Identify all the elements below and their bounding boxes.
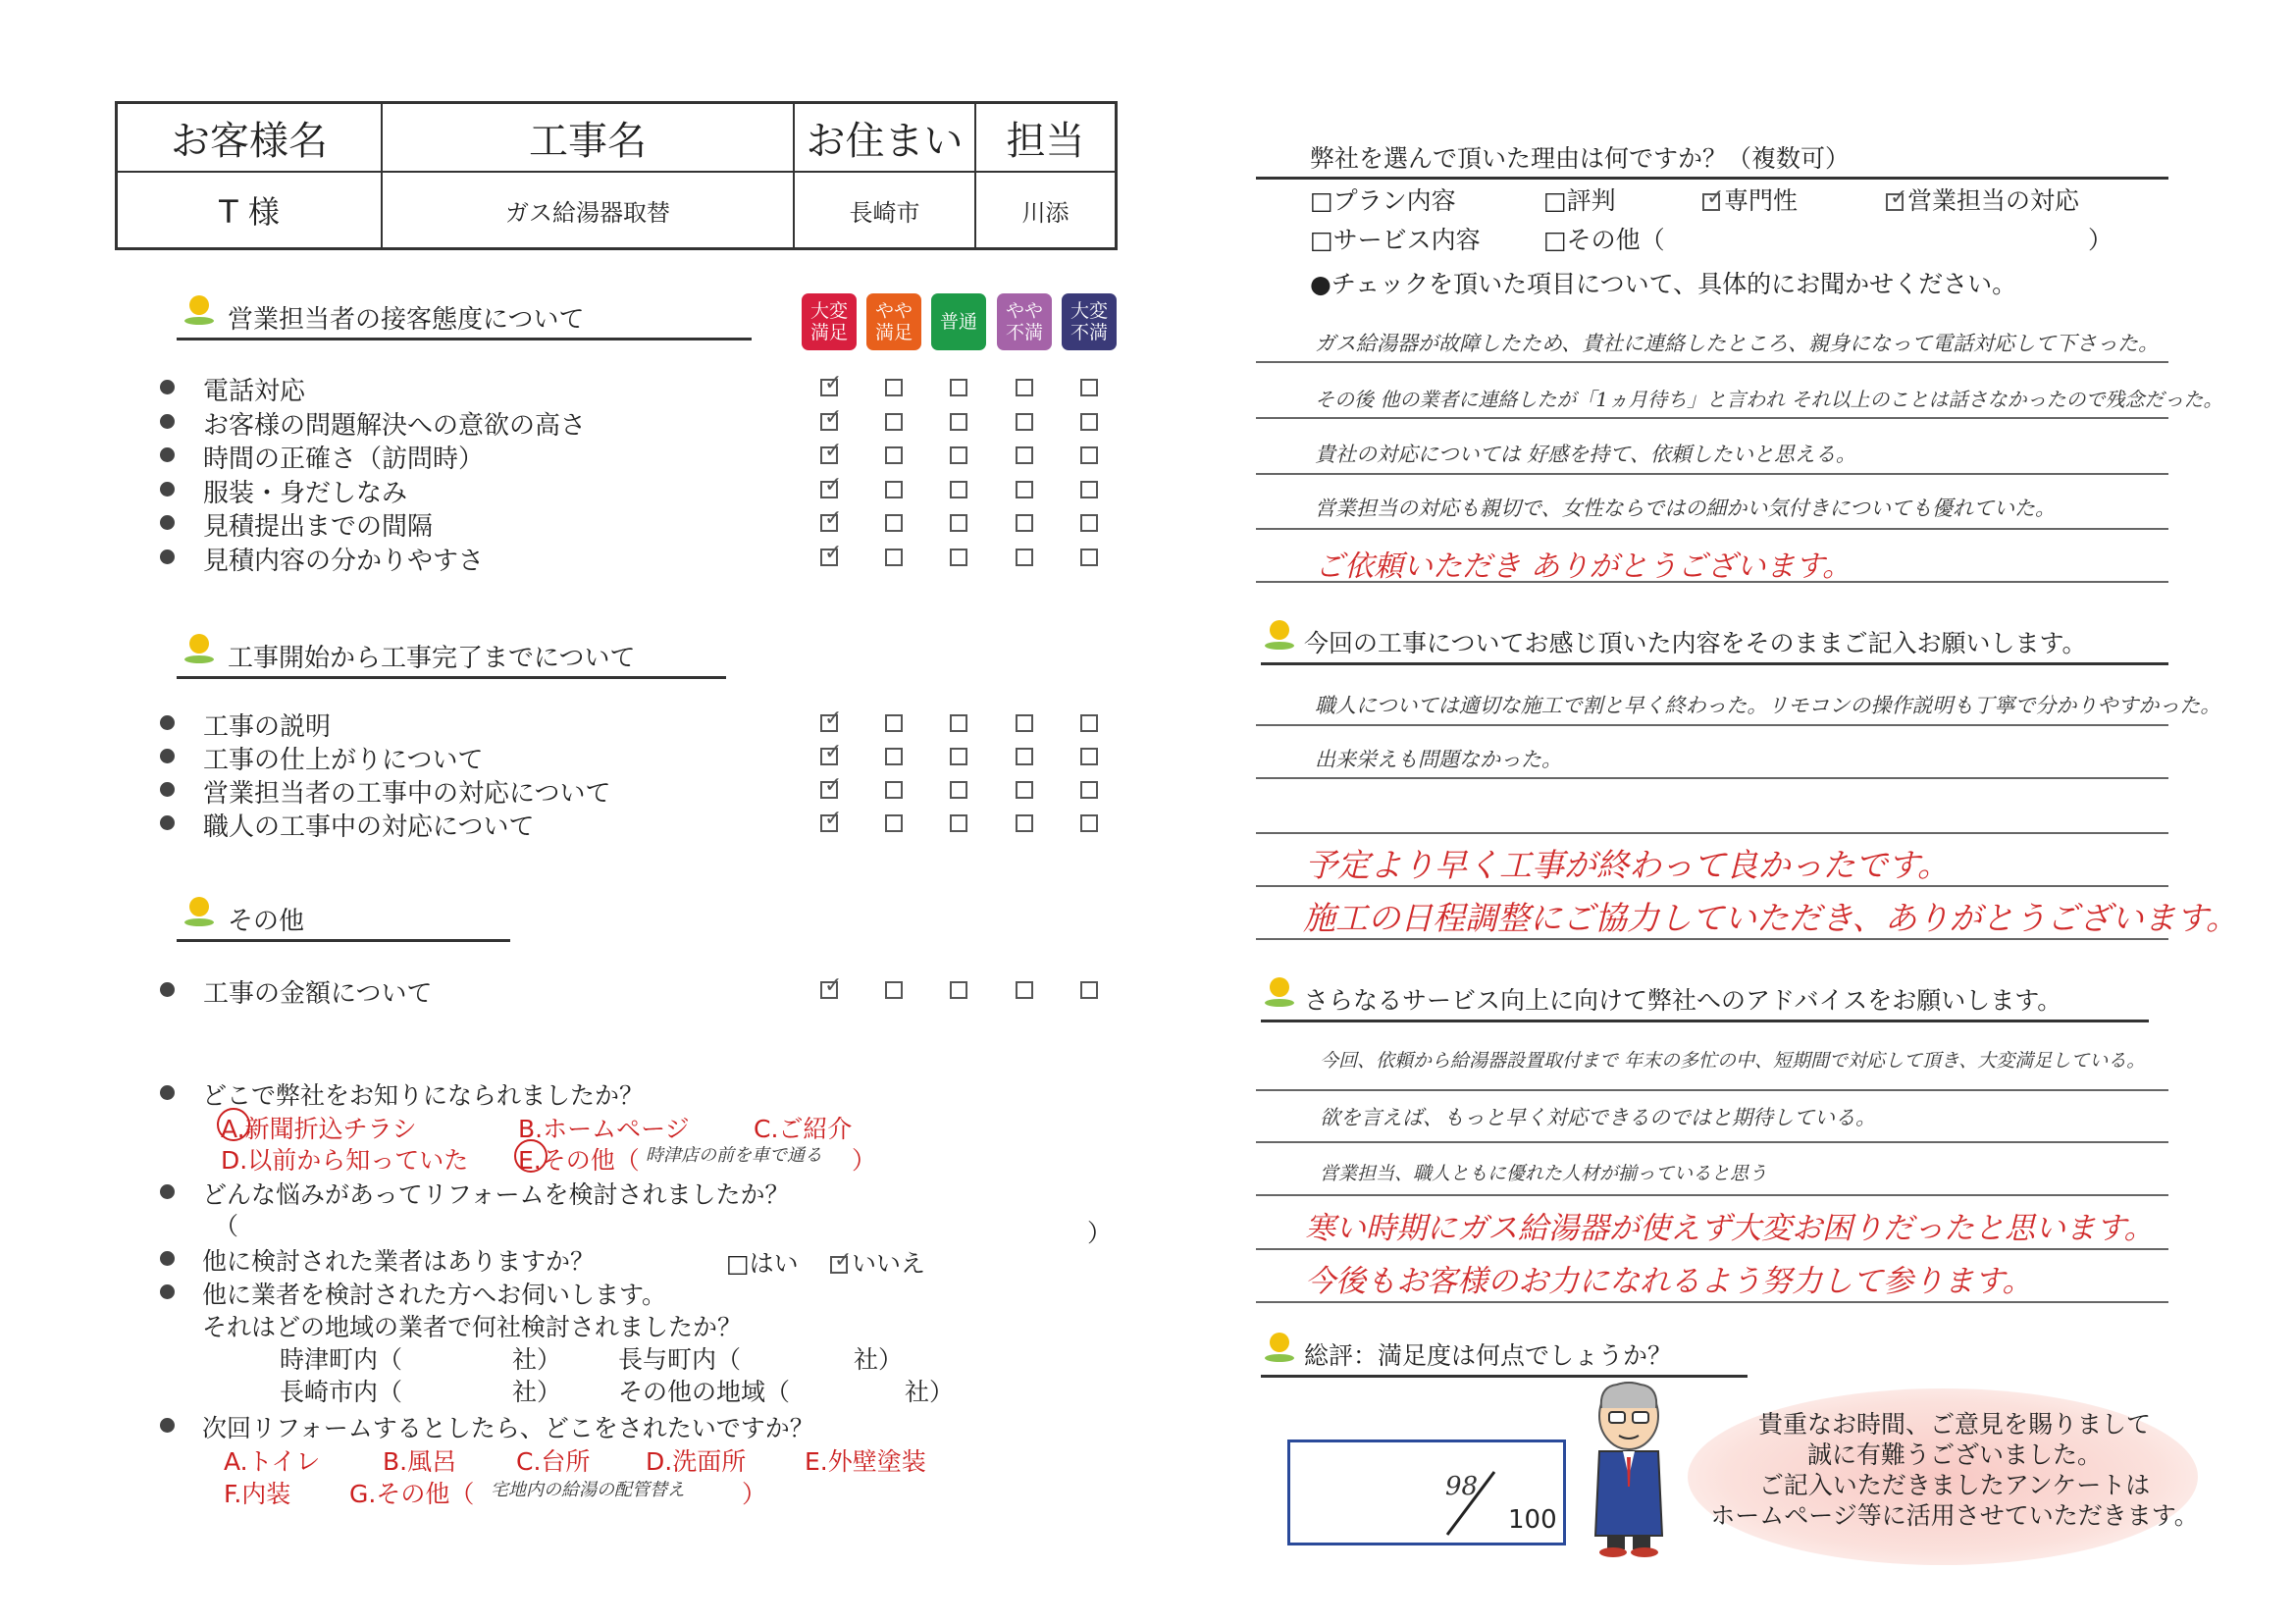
reform-other: G.その他（ — [349, 1480, 475, 1508]
rating-checkbox[interactable] — [1080, 379, 1098, 396]
reform-interior: F.内装 — [224, 1480, 291, 1508]
rating-checkbox[interactable] — [885, 379, 903, 396]
rating-row-label: 工事の仕上がりについて — [203, 746, 484, 775]
bullet — [160, 782, 175, 797]
header-staff-label: 担当 — [976, 104, 1115, 173]
check-mark-icon: ✓ — [824, 472, 843, 497]
rating-checkbox[interactable] — [950, 714, 967, 732]
section-title: 営業担当者の接客態度について — [228, 305, 585, 335]
rating-checkbox[interactable] — [820, 707, 843, 732]
detail-prompt: ●チェックを頂いた項目について、具体的にお聞かせください。 — [1310, 270, 2017, 298]
rating-checkbox[interactable] — [1080, 981, 1098, 999]
option-e-handwritten: 時津店の前を車で通る — [646, 1145, 822, 1166]
check-mark-icon: ✓ — [824, 439, 843, 463]
reform-other-handwritten: 宅地内の給湯の配管替え — [491, 1480, 685, 1500]
rating-checkbox[interactable] — [1080, 781, 1098, 799]
advice-comment-3: 営業担当、職人ともに優れた人材が揃っていると思う — [1320, 1163, 1768, 1184]
area-togitsu: 時津町内（ — [280, 1345, 403, 1374]
thanks-line-4: ホームページ等に活用させていただきます。 — [1710, 1501, 2199, 1530]
rating-checkbox[interactable] — [1016, 549, 1033, 566]
question-concern: どんな悩みがあってリフォームを検討されましたか？ — [202, 1176, 790, 1211]
reform-bath: B.風呂 — [383, 1447, 457, 1476]
reply-3b: 今後もお客様のお力になれるよう努力して参ります。 — [1305, 1264, 2033, 1299]
check-mark-icon: ✓ — [824, 371, 843, 395]
rating-checkbox[interactable] — [820, 506, 843, 532]
flower-icon — [184, 897, 214, 926]
bullet — [160, 515, 175, 530]
rating-badge-2: 普通 — [931, 293, 986, 350]
rating-checkbox[interactable] — [885, 514, 903, 532]
thanks-line-1: 貴重なお時間、ご意見を賜りまして — [1757, 1410, 2151, 1439]
section-other — [177, 901, 510, 942]
rating-checkbox[interactable] — [820, 439, 843, 464]
check-mark-icon: ✓ — [824, 973, 843, 998]
reason-service: □サービス内容 — [1310, 226, 1481, 254]
line — [1256, 1089, 2168, 1091]
bullet — [160, 482, 175, 497]
rating-checkbox[interactable] — [1080, 413, 1098, 431]
rating-checkbox[interactable] — [1016, 781, 1033, 799]
rating-checkbox[interactable] — [820, 740, 843, 765]
divider — [1256, 177, 2168, 180]
rating-checkbox[interactable] — [1080, 446, 1098, 464]
section-sales-attitude — [177, 299, 752, 340]
area-togitsu-count: 社） — [512, 1345, 562, 1374]
rating-row-label: 工事の説明 — [203, 712, 332, 742]
customer-info-table — [115, 101, 1118, 250]
flower-icon — [184, 295, 214, 325]
work-name: ガス給湯器取替 — [383, 173, 795, 247]
bullet — [160, 815, 175, 830]
rating-checkbox[interactable] — [1016, 748, 1033, 765]
bullet — [160, 380, 175, 394]
line — [1256, 724, 2168, 726]
question-how-known: どこで弊社をお知りになられましたか？ — [202, 1076, 644, 1112]
line — [1256, 417, 2168, 419]
rating-checkbox[interactable] — [1016, 446, 1033, 464]
section-impression: 今回の工事についてお感じ頂いた内容をそのままご記入お願いします。 — [1261, 624, 2168, 665]
flower-icon — [1265, 1333, 1294, 1362]
rating-checkbox[interactable] — [1016, 514, 1033, 532]
rating-checkbox[interactable] — [820, 540, 843, 566]
check-mark-icon: ✓ — [824, 740, 843, 764]
rating-row-label: 服装・身だしなみ — [203, 478, 408, 508]
rating-checkbox[interactable] — [820, 773, 843, 799]
rating-checkbox[interactable] — [1080, 549, 1098, 566]
reform-other-close: ） — [742, 1480, 767, 1508]
line — [1256, 1301, 2168, 1303]
reason-review: □評判 — [1543, 186, 1616, 215]
score-max: 100 — [1508, 1505, 1557, 1535]
reason-other-close: ） — [2088, 226, 2113, 254]
bullet — [160, 749, 175, 763]
reform-kitchen: C.台所 — [516, 1447, 591, 1476]
header-customer-label: お客様名 — [118, 104, 383, 173]
rating-checkbox[interactable] — [1016, 714, 1033, 732]
reason-sales: ✓ 営業担当の対応 — [1886, 182, 2079, 217]
area-other-count: 社） — [905, 1378, 955, 1406]
flower-icon — [184, 634, 214, 663]
reason-comment-2: その後 他の業者に連絡したが「1ヵ月待ち」と言われ それ以上のことは話さなかったので残念だった。 — [1315, 388, 2223, 411]
rating-checkbox[interactable] — [820, 472, 843, 498]
option-b-homepage: B.ホームページ — [518, 1115, 690, 1143]
concern-close: ） — [1087, 1219, 1113, 1247]
question-next-reform: 次回リフォームするとしたら、どこをされたいですか？ — [202, 1409, 814, 1444]
mascot-illustration — [1590, 1379, 1668, 1557]
line — [1256, 832, 2168, 834]
area-nagayo-count: 社） — [854, 1345, 904, 1374]
rating-checkbox[interactable] — [885, 814, 903, 832]
area-nagasaki: 長崎市内（ — [280, 1378, 403, 1406]
line — [1256, 1194, 2168, 1196]
rating-checkbox[interactable] — [950, 446, 967, 464]
rating-row-label: お客様の問題解決への意欲の高さ — [203, 410, 587, 441]
rating-checkbox[interactable] — [820, 807, 843, 832]
check-mark-icon: ✓ — [824, 773, 843, 798]
thanks-line-3: ご記入いただきましたアンケートは — [1758, 1471, 2151, 1499]
reply-3a: 寒い時期にガス給湯器が使えず大変お困りだったと思います。 — [1305, 1211, 2155, 1246]
rating-checkbox[interactable] — [1016, 379, 1033, 396]
score-value: 98 — [1445, 1472, 1479, 1501]
rating-checkbox[interactable] — [950, 748, 967, 765]
reform-washroom: D.洗面所 — [646, 1447, 747, 1476]
thanks-line-2: 誠に有難うございました。 — [1806, 1440, 2102, 1469]
check-mark-icon: ✓ — [824, 404, 843, 430]
rating-checkbox[interactable] — [1080, 748, 1098, 765]
rating-checkbox[interactable] — [885, 413, 903, 431]
line — [1256, 777, 2168, 779]
rating-checkbox[interactable] — [1016, 413, 1033, 431]
bullet — [160, 550, 175, 564]
customer-name: T 様 — [118, 173, 383, 247]
rating-checkbox[interactable] — [885, 714, 903, 732]
impression-comment-2: 出来栄えも問題なかった。 — [1315, 748, 1562, 771]
option-e-close: ） — [852, 1146, 877, 1175]
line — [1256, 528, 2168, 530]
bullet — [160, 414, 175, 429]
rating-checkbox[interactable] — [885, 549, 903, 566]
reply-2b: 施工の日程調整にご協力していただき、ありがとうございます。 — [1303, 899, 2239, 937]
bullet — [160, 447, 175, 462]
rating-checkbox[interactable] — [820, 404, 843, 431]
check-mark-icon: ✓ — [824, 540, 843, 565]
rating-checkbox[interactable] — [820, 371, 843, 396]
thanks-message — [1680, 1409, 2229, 1531]
rating-badge-4: 大変 不満 — [1062, 293, 1117, 350]
rating-badge-0: 大変 満足 — [802, 293, 857, 350]
reason-other: □その他（ — [1543, 226, 1665, 254]
flower-icon — [1265, 620, 1294, 650]
reason-expertise: ✓ 専門性 — [1702, 182, 1798, 217]
area-nagayo: 長与町内（ — [618, 1345, 742, 1374]
header-work-label: 工事名 — [383, 104, 795, 173]
rating-row-label: 時間の正確さ（訪問時） — [203, 445, 485, 474]
advice-comment-1: 今回、依頼から給湯器設置取付まで 年末の多忙の中、短期間で対応して頂き、大変満足している。 — [1320, 1050, 2146, 1072]
rating-row-label: 営業担当者の工事中の対応について — [203, 779, 611, 809]
rating-row-label: 職人の工事中の対応について — [203, 812, 535, 842]
rating-checkbox[interactable] — [950, 814, 967, 832]
line — [1256, 473, 2168, 475]
reform-exterior: E.外壁塗装 — [805, 1447, 926, 1476]
area-other: その他の地域（ — [618, 1378, 791, 1406]
rating-row-label: 工事の金額について — [203, 979, 433, 1009]
rating-checkbox[interactable] — [1080, 481, 1098, 498]
rating-checkbox[interactable] — [1080, 814, 1098, 832]
rating-checkbox[interactable] — [1016, 814, 1033, 832]
rating-checkbox[interactable] — [950, 514, 967, 532]
rating-checkbox[interactable] — [1016, 981, 1033, 999]
rating-row-label: 見積提出までの間隔 — [203, 512, 434, 542]
area-nagasaki-count: 社） — [512, 1378, 562, 1406]
reason-title: 弊社を選んで頂いた理由は何ですか？（複数可） — [1310, 144, 1851, 173]
reply-2a: 予定より早く工事が終わって良かったです。 — [1305, 846, 1951, 884]
question-other-vendors: 他に検討された業者はありますか？ — [202, 1242, 595, 1278]
reason-comment-1: ガス給湯器が故障したため、貴社に連絡したところ、親身になって電話対応して下さった。 — [1315, 332, 2160, 355]
bullet — [160, 982, 175, 997]
rating-checkbox[interactable] — [820, 973, 843, 999]
check-mark-icon: ✓ — [824, 807, 843, 831]
option-d-known-before: D.以前から知っていた — [221, 1146, 469, 1175]
rating-checkbox[interactable] — [1080, 514, 1098, 532]
rating-row-label: 電話対応 — [203, 377, 306, 406]
rating-checkbox[interactable] — [885, 981, 903, 999]
rating-checkbox[interactable] — [1016, 481, 1033, 498]
bullet — [160, 715, 175, 730]
reply-1: ご依頼いただき ありがとうございます。 — [1315, 550, 1852, 584]
section-score: 総評：満足度は何点でしょうか？ — [1261, 1336, 1748, 1378]
answer-no: ✓ いいえ — [830, 1244, 925, 1280]
staff-name: 川添 — [1021, 198, 1070, 227]
answer-yes: □はい — [726, 1249, 799, 1278]
section-construction — [177, 638, 726, 679]
impression-comment-1: 職人については適切な施工で割と早く終わった。リモコンの操作説明も丁寧で分かりやすかった。 — [1315, 694, 2221, 717]
rating-checkbox[interactable] — [885, 481, 903, 498]
option-c-referral: C.ご紹介 — [754, 1115, 853, 1143]
score-box — [1287, 1440, 1566, 1545]
header-address-label: お住まい — [795, 104, 976, 173]
flower-icon — [1265, 977, 1294, 1007]
rating-checkbox[interactable] — [885, 781, 903, 799]
rating-checkbox[interactable] — [1080, 714, 1098, 732]
reason-comment-4: 営業担当の対応も親切で、女性ならではの細かい気付きについても優れていた。 — [1315, 497, 2056, 520]
option-a-newspaper: A.新聞折込チラシ — [221, 1110, 417, 1145]
section-title: 工事開始から工事完了までについて — [228, 644, 636, 673]
reform-toilet: A.トイレ — [224, 1447, 321, 1476]
rating-checkbox[interactable] — [950, 481, 967, 498]
reason-plan: □プラン内容 — [1310, 186, 1456, 215]
rating-checkbox[interactable] — [950, 549, 967, 566]
section-advice: さらなるサービス向上に向けて弊社へのアドバイスをお願いします。 — [1261, 981, 2149, 1022]
line — [1256, 1141, 2168, 1143]
check-mark-icon: ✓ — [824, 506, 843, 531]
rating-checkbox[interactable] — [950, 981, 967, 999]
question-vendor-area-2: それはどの地域の業者で何社検討されましたか？ — [202, 1313, 743, 1341]
line — [1256, 361, 2168, 363]
concern-open: （ — [214, 1212, 239, 1240]
section-title: その他 — [228, 907, 305, 936]
check-mark-icon: ✓ — [824, 707, 843, 731]
line — [1256, 1248, 2168, 1250]
rating-checkbox[interactable] — [950, 413, 967, 431]
rating-checkbox[interactable] — [885, 748, 903, 765]
reason-comment-3: 貴社の対応については 好感を持て、依頼したいと思える。 — [1315, 443, 1856, 466]
rating-checkbox[interactable] — [885, 446, 903, 464]
address-value: 長崎市 — [795, 173, 976, 247]
rating-badge-1: やや 満足 — [866, 293, 921, 350]
advice-comment-2: 欲を言えば、もっと早く対応できるのではと期待している。 — [1320, 1106, 1876, 1129]
question-vendor-area: 他に業者を検討された方へお伺いします。 — [202, 1276, 666, 1311]
rating-checkbox[interactable] — [950, 781, 967, 799]
rating-checkbox[interactable] — [950, 379, 967, 396]
option-e-other: E.その他（ — [518, 1141, 640, 1177]
rating-badge-3: やや 不満 — [997, 293, 1052, 350]
rating-row-label: 見積内容の分かりやすさ — [203, 546, 485, 576]
